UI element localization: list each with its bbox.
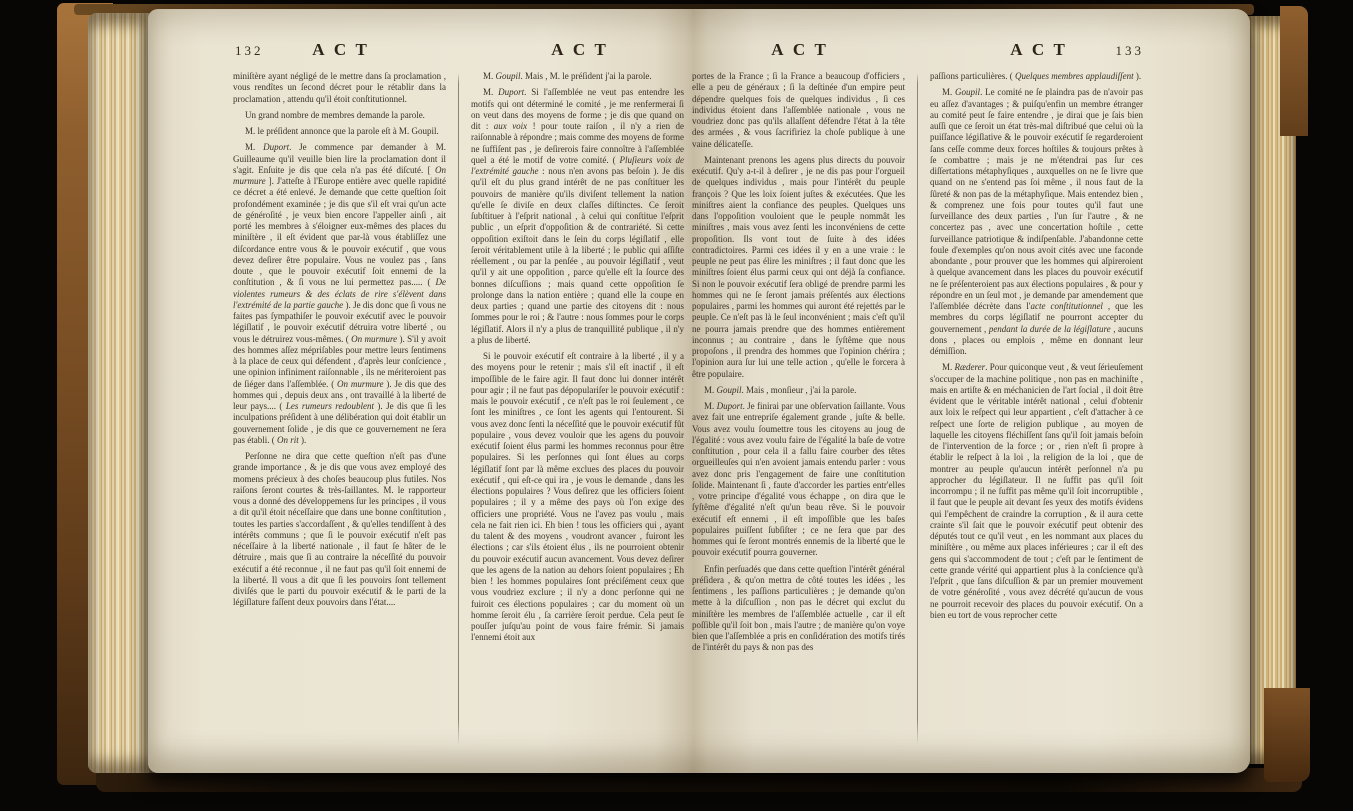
page-132-column-2 — [471, 71, 684, 751]
paragraph: M. Duport. Je commence par demander à M. Guilleaume qu'il veuille bien lire la proclamation dont il s'agit. Enſuite je dis que cela n'a pas été diſcuté. [ On murmure ]. J'atteſte à l'Europe entière avec quelle rapidité ce décret a été enlevé. Je demande que cette queſtion ſoit profondément examinée ; je dis que s'il eſt vrai qu'un acte de généroſité , je veux bien encore l'appeller ainſi , ait porté les membres à s'éloigner eux-mêmes des places du miniſtère , il eſt évident que par-là vous établiſſez une diſcordance entre vous & le pouvoir exécutif , que vous devez deſirer être populaire. Vous ne voulez pas , ſans doute , que le pouvoir exécutif ſoit ennemi de la conſtitution , & ſi vous ne lui permettez pas..... ( De violentes rumeurs & des éclats de rire s'élèvent dans l'extrémité de la partie gauche ). Je dis donc que ſi vous ne faites pas ſympathiſer le pouvoir exécutif avec le pouvoir légiſlatif , le pouvoir exécutif détruira votre liberté , ou vous le détruirez vous-mêmes. ( On murmure ). S'il y avoit des hommes aſſez mépriſables pour mettre leurs ſentimens à la place de ceux qui défendent , d'après leur conſcience , une opinion infiniment raiſonnable , ils ne mériteroient pas de ſiéger dans l'aſſemblée. ( On murmure ). Je dis que des hommes qui , depuis deux ans , ont travaillé à la liberté de leur pays.... ( Les rumeurs redoublent ). Je dis que ſi les inculpations préſident à une délibération qui doit établir un gouvernement ſolide , je dis que ce gouvernement ne ſera pas établi. ( On rit ). — [233, 142, 446, 445]
page-132-header — [233, 40, 685, 67]
page-132 — [233, 40, 685, 751]
running-heads-left — [233, 40, 685, 60]
paragraph: portes de la France ; ſi la France a beaucoup d'officiers , elle a peu de généraux ; ſi la deſtinée d'un empire peut dépendre quelques fois de quelques individus , ſi ces individus étoient dans l'aſſemblée nationale , vous ne voudriez donc pas qu'ils allaſſent défendre l'état à la tête des armées , & vous ſacrifiriez la choſe publique à une vaine délicateſſe. — [692, 71, 905, 149]
paragraph: Un grand nombre de membres demande la parole. — [245, 109, 425, 120]
paragraph: Enfin perſuadés que dans cette queſtion l'intérêt général préſidera , & qu'on mettra de côté toutes les idées , les ſentimens , les paſſions particulières ; je demande qu'on mette à la diſcuſſion , non pas le décret qui exclut du miniſtère les membres de l'aſſemblée actuelle , car il eſt poſſible qu'il ſoit bon , mais l'autre ; de manière qu'on voye bien que l'aſſemblée a pris en conſidération des motifs tirés de l'intérêt du pays & non pas des — [692, 563, 905, 653]
paragraph: Maintenant prenons les agens plus directs du pouvoir exécutif. Qu'y a-t-il à deſirer , je ne dis pas pour l'orgueil de quelques individus , mais pour l'intérêt du peuple françois ? Que les loix ſoient juſtes & exécutées. Que les miniſtres aient la confiance des peuples. Quelques uns dans l'oppoſition vouloient que le peuple nommât les miniſtres , mais vous avez ſenti les inconvéniens de cette propoſition. Ils vont tout de ſuite à des idées contradictoires. Parmi ces idées il y en a une vraie : le peuple ne peut pas élire les miniſtres ; il faut donc que les miniſtres ſoient élus parmi ceux qui ont déjà ſa confiance. Si non le pouvoir exécutif ſera obligé de prendre parmi les hommes qui ne ſe ſeront jamais préſentés aux élections populaires , parmi les hommes qui auront été rejettés par le peuple. Ce n'eſt pas là le ſeul inconvénient ; mais c'eſt qu'il ne pourra jamais prendre que des hommes entièrement inconnus ; au contraire , dans le ſyſtême que nous propoſons , il prendra des hommes que l'opinion chérira ; l'opinion aura ſur lui une telle action , qu'elle le forcera à être populaire. — [692, 154, 905, 379]
paragraph: miniſtère ayant négligé de le mettre dans ſa proclamation , vous rendîtes un ſecond décret pour le rétablir dans la proclamation , attendu qu'il étoit conſtitutionnel. — [233, 71, 446, 104]
paragraph: M. Goupil. Mais , M. le préſident j'ai la parole. — [483, 71, 652, 81]
page-fore-edges-left — [88, 13, 156, 773]
paragraph: M. Duport. Je finirai par une obſervation ſaillante. Vous avez fait une entrepriſe également grande , juſte & belle. Vous avez voulu ſoumettre tous les citoyens au joug de l'égalité : vous avez voulu faire de l'égalité la baſe de votre conſtitution , pour cela il a fallu faire courber des têtes orgueilleuſes qui n'en avoient jamais entendu parler : vous avez donc pris l'engagement de faire une conſtitution ſolide. Maintenant ſi , faute d'accorder les parties entr'elles , votre principe d'égalité vous échappe , on dira que le ſyſtême d'égalité n'eſt qu'un beau rêve. Si le pouvoir exécutif eſt ennemi , il eſt impoſſible que les baſes populaires puiſſent ſubſiſter ; ce ne ſera que par des hommes qui ſe ſeront montrés ennemis de la liberté que le pouvoir exécutif pourra gouverner. — [692, 401, 905, 558]
running-head: ACT — [771, 40, 836, 59]
paragraph: Perſonne ne dira que cette queſtion n'eſt pas d'une grande importance , & je dis que vous avez employé des momens précieux à des choſes beaucoup plus futiles. Nos raiſons ſeront courtes & très-ſaillantes. M. le rapporteur vous a donné des développemens ſur les principes , il vous a dit qu'il étoit néceſſaire que dans une bonne conſtitution , toutes les parties s'accordaſſent , & qu'elles tendiſſent à des intérêts communs ; que ſi le pouvoir exécutif n'eſt pas néceſſaire à la liberté nationale , il faut ſe hâter de le détruire , mais que ſi au contraire la néceſſité du pouvoir exécutif a été reconnue , il ne faut pas qu'il ſoit ennemi de la liberté. Il vous a dit que ſi les pouvoirs ſont tellement diviſés que le parti du pouvoir exécutif & le parti de la légiſlature faſſent deux pouvoirs dans l'état.... — [233, 451, 446, 608]
paragraph: paſſions particulières. ( Quelques membres applaudiſſent ). — [930, 71, 1142, 81]
column-rule — [458, 73, 459, 745]
paragraph: Si le pouvoir exécutif eſt contraire à la liberté , il y a des moyens pour le retenir ; mais s'il eſt inactif , il eſt impoſſible de le faire agir. Il faut donc lui donner intérêt pour agir ; il ne faut pas dépopulariſer le pouvoir exécutif : mais le pouvoir exécutif , ce n'eſt pas le roi ſeulement , ce ſont les miniſtres , ce ſont les agents qui l'entourent. Si vous avez donc ſenti la néceſſité que le pouvoir exécutif fût populaire , vous devez vouloir que les agens du pouvoir exécutif ſoient élus parmi les hommes reconnus pour être populaires. Si les perſonnes qui ſont élues au corps légiſlatif ſont par là même exclues des places du pouvoir exécutif , qui eſt-ce qui ira , je vous le demande , dans les élections populaires ? Vous deſirez que les officiers ſoient populaires ; il y a même des pays où l'on exige des officiers une propriété. Vous ne l'avez pas voulu , mais cela ne fait rien ici. Eh bien ! tous les officiers qui , ayant du talent & des moyens , voudront avancer , fuiront les élections ; car s'ils étoient élus , ils ne pourroient obtenir du pouvoir exécutif aucun avancement. Vous devez deſirer que les agens de la nation au dehors ſoient populaires ; Eh bien ! les hommes populaires ſont préciſément ceux que vous voudriez exclure ; il n'y a donc perſonne qui ne fuiroit ces élections populaires ; car du moment où un homme ſeroit élu , ſa carrière ſeroit perdue. Cela peut ſe pouſſer juſqu'au point de vous faire frémir. Si jamais l'ennemi étoit aux — [471, 351, 684, 643]
running-heads-right — [692, 40, 1144, 60]
running-head: ACT — [1010, 40, 1075, 59]
running-head: ACT — [551, 40, 616, 59]
running-head-gap — [446, 40, 472, 60]
page-132-columns — [233, 71, 685, 751]
paragraph: M. Duport. Si l'aſſemblée ne veut pas entendre les motifs qui ont déterminé le comité , je me renfermerai ſi on veut dans des moyens de forme ; je dis que quand on dit : aux voix ! pour toute raiſon , il n'y a rien de raiſonnable à répondre ; mais comme des moyens de forme ne ſuffiſent pas , je deſirerois faire connoître à l'aſſemblée quel a été le motif de votre comité. ( Pluſieurs voix de l'extrémité gauche : nous n'en avons pas beſoin ). Je dis qu'il eſt du plus grand intérêt de ne pas conſtituer les pouvoirs de manière qu'ils diviſent tellement la nation qu'elle ſe diviſe en deux claſſes diſtinctes. Ce ſeroit ſubſtituer à l'eſprit national , à celui qui conſtitue l'eſprit public , un eſprit d'oppoſition & de contrariété. Si cette oppoſition exiſtoit dans le ſein du corps légiſlatif , elle ſeroit véritablement utile à la liberté ; le public qui aſſiſte réellement , ou par la penſée , au pouvoir légiſlatif , veut qu'il y ait une oppoſition , parce qu'elle eſt la ſource des bonnes diſcuſſions ; mais quand cette oppoſition ſe prolonge dans la nation entière ; quand elle la coupe en deux parties ; quand une partie des citoyens dit : nous ſommes pour le roi ; & l'autre : nous ſommes pour le corps légiſlatif. Alors il n'y a plus de tranquillité publique , il n'y a plus de liberté. — [471, 87, 684, 345]
page-133-column-2 — [930, 71, 1143, 751]
page-number-132: 132 — [235, 43, 264, 58]
page-number-133: 133 — [1115, 43, 1144, 58]
column-rule — [917, 73, 918, 745]
page-133-column-1 — [692, 71, 905, 751]
paragraph: M. Ræderer. Pour quiconque veut , & veut ſérieuſement s'occuper de la machine politique , non pas en machiniſte , mais en artiſte & en méchanicien de l'art ſocial , il doit être évident que le véritable intérêt national , celui d'obtenir aux loix le reſpect qui leur appartient , c'eſt d'attacher à ce reſpect une ſorte de religion publique , au moyen de laquelle les citoyens fléchiſſent ſans qu'il ſoit jamais beſoin de l'intervention de la force ; or , rien n'eſt ſi propre à établir le reſpect à la loi , la religion de la loi , que de montrer au peuple qu'aucun intérêt perſonnel n'a pu approcher du légiſlateur. Il ne ſuffit pas qu'il ſoit incorrompu ; il ne ſuffit pas même qu'il ſoit incorruptible , il faut que le peuple ait devant ſes yeux des motifs évidens qui l'empêchent de craindre la corruption , & il aura cette crainte s'il ſait que le pouvoir exécutif peut obtenir des députés tout ce qu'il veut , en les nommant aux places du miniſtère , ou même aux places inférieures ; car il eſt des gens qui s'accommodent de tout ; c'eſt par le ſentiment de cette grande vérité qui appartient plus à la conſcience qu'à l'eſprit , que ſans diſcuſſion & par un premier mouvement de votre généroſité , vous avez décrété qu'aucun de vous ne pourroit recevoir des places du pouvoir exécutif. On a bien eu tort de vous reprocher cette — [930, 362, 1143, 620]
page-133 — [692, 40, 1144, 751]
book-cover-right-bottom — [1264, 688, 1310, 782]
running-head-gap — [905, 40, 931, 60]
paragraph: M. Goupil. Mais , monſieur , j'ai la parole. — [704, 384, 857, 395]
page-133-columns — [692, 71, 1144, 751]
page-133-header — [692, 40, 1144, 67]
running-head: ACT — [312, 40, 377, 59]
paragraph: M. Goupil. Le comité ne ſe plaindra pas de n'avoir pas eu aſſez d'avantages ; & puiſqu'enfin un membre étranger au comité peut ſe faire entendre , je dirai que je ſais bien auſſi que ce ſeroit un état très-mal diſtribué que celui où la puiſſance légiſlative & le pouvoir exécutif ſe regarderoient ſans ceſſe comme deux forces hoſtiles & toujours prêtes à ſe combattre ; mais je ne m'étendrai pas ſur ces diſſertations métaphyſiques , auxquelles on ne ſe livre que quand on ne s'entend pas ſoi même , il nous faut de la ſûreté & non pas de la métaphyſique. Mais entendez bien , & comprenez une fois pour toutes qu'il faut une ſurveillance des deux parties , l'un ſur l'autre , & ne concertez pas , avec une concertation hoſtile , cette ſurveillance patriotique & indiſpenſable. J'abandonne cette foule d'exemples qu'on nous avoit cités avec une faconde abondante , pour prouver que les hommes qui aſpireroient à quelque avancement dans les places du pouvoir exécutif ne ſe préſenteroient pas aux élections populaires , & pour y répondre en un ſeul mot , je demande par amendement que l'aſſemblée décrète dans l'acte conſtitutionnel , que les membres du corps légiſlatif ne pourront accepter du gouvernement , pendant la durée de la légiſlature , aucuns dons , places ou emplois , même en donnant leur démiſſion. — [930, 87, 1143, 356]
page-132-column-1 — [233, 71, 446, 751]
paragraph: M. le préſident annonce que la parole eſt à M. Goupil. — [245, 126, 439, 136]
book-cover-right-top — [1280, 6, 1308, 136]
